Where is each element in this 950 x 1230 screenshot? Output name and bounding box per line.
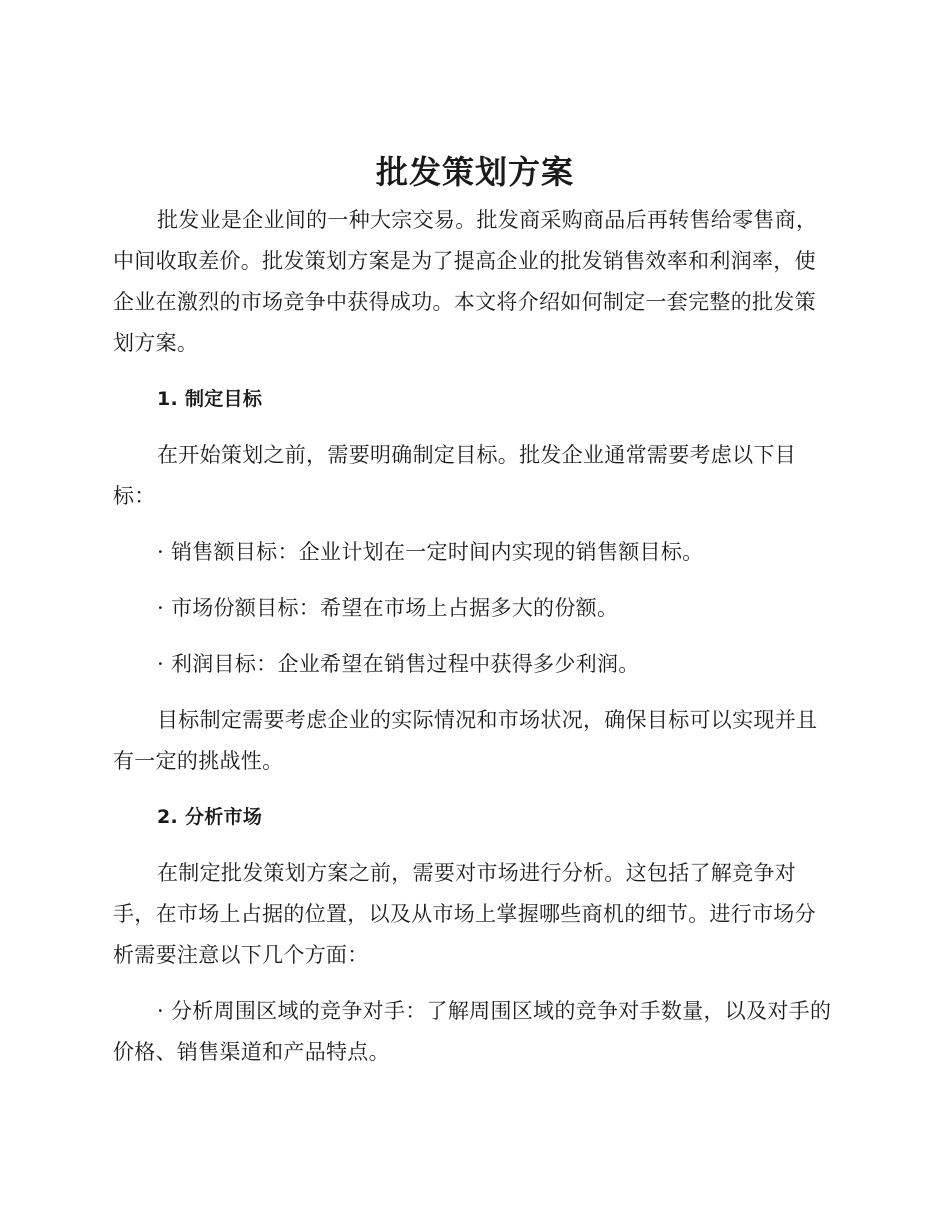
goals-summary-paragraph: 目标制定需要考虑企业的实际情况和市场状况，确保目标可以实现并且有一定的挑战性。 — [113, 708, 818, 773]
section-heading-market: 2. 分析市场 — [157, 806, 263, 828]
goal-bullet-profit: · 利润目标：企业希望在销售过程中获得多少利润。 — [157, 652, 640, 676]
section-heading-goals: 1. 制定目标 — [157, 388, 263, 410]
intro-paragraph: 批发业是企业间的一种大宗交易。批发商采购商品后再转售给零售商，中间收取差价。批发策划方案是为了提高企业的批发销售效率和利润率，使企业在激烈的市场竞争中获得成功。本文将介绍如何制定一套完整的批发策划方案。 — [113, 208, 818, 355]
market-paragraph: 在制定批发策划方案之前，需要对市场进行分析。这包括了解竞争对手，在市场上占据的位置，以及从市场上掌握哪些商机的细节。进行市场分析需要注意以下几个方面： — [113, 861, 816, 967]
document-body — [113, 200, 835, 1073]
goals-paragraph: 在开始策划之前，需要明确制定目标。批发企业通常需要考虑以下目标： — [113, 443, 796, 508]
document-title: 批发策划方案 — [375, 153, 574, 191]
goal-bullet-share: · 市场份额目标：希望在市场上占据多大的份额。 — [157, 596, 619, 620]
goal-bullet-sales: · 销售额目标：企业计划在一定时间内实现的销售额目标。 — [157, 540, 704, 564]
market-bullet-competitors: · 分析周围区域的竞争对手：了解周围区域的竞争对手数量，以及对手的价格、销售渠道和产品特点。 — [113, 999, 832, 1064]
